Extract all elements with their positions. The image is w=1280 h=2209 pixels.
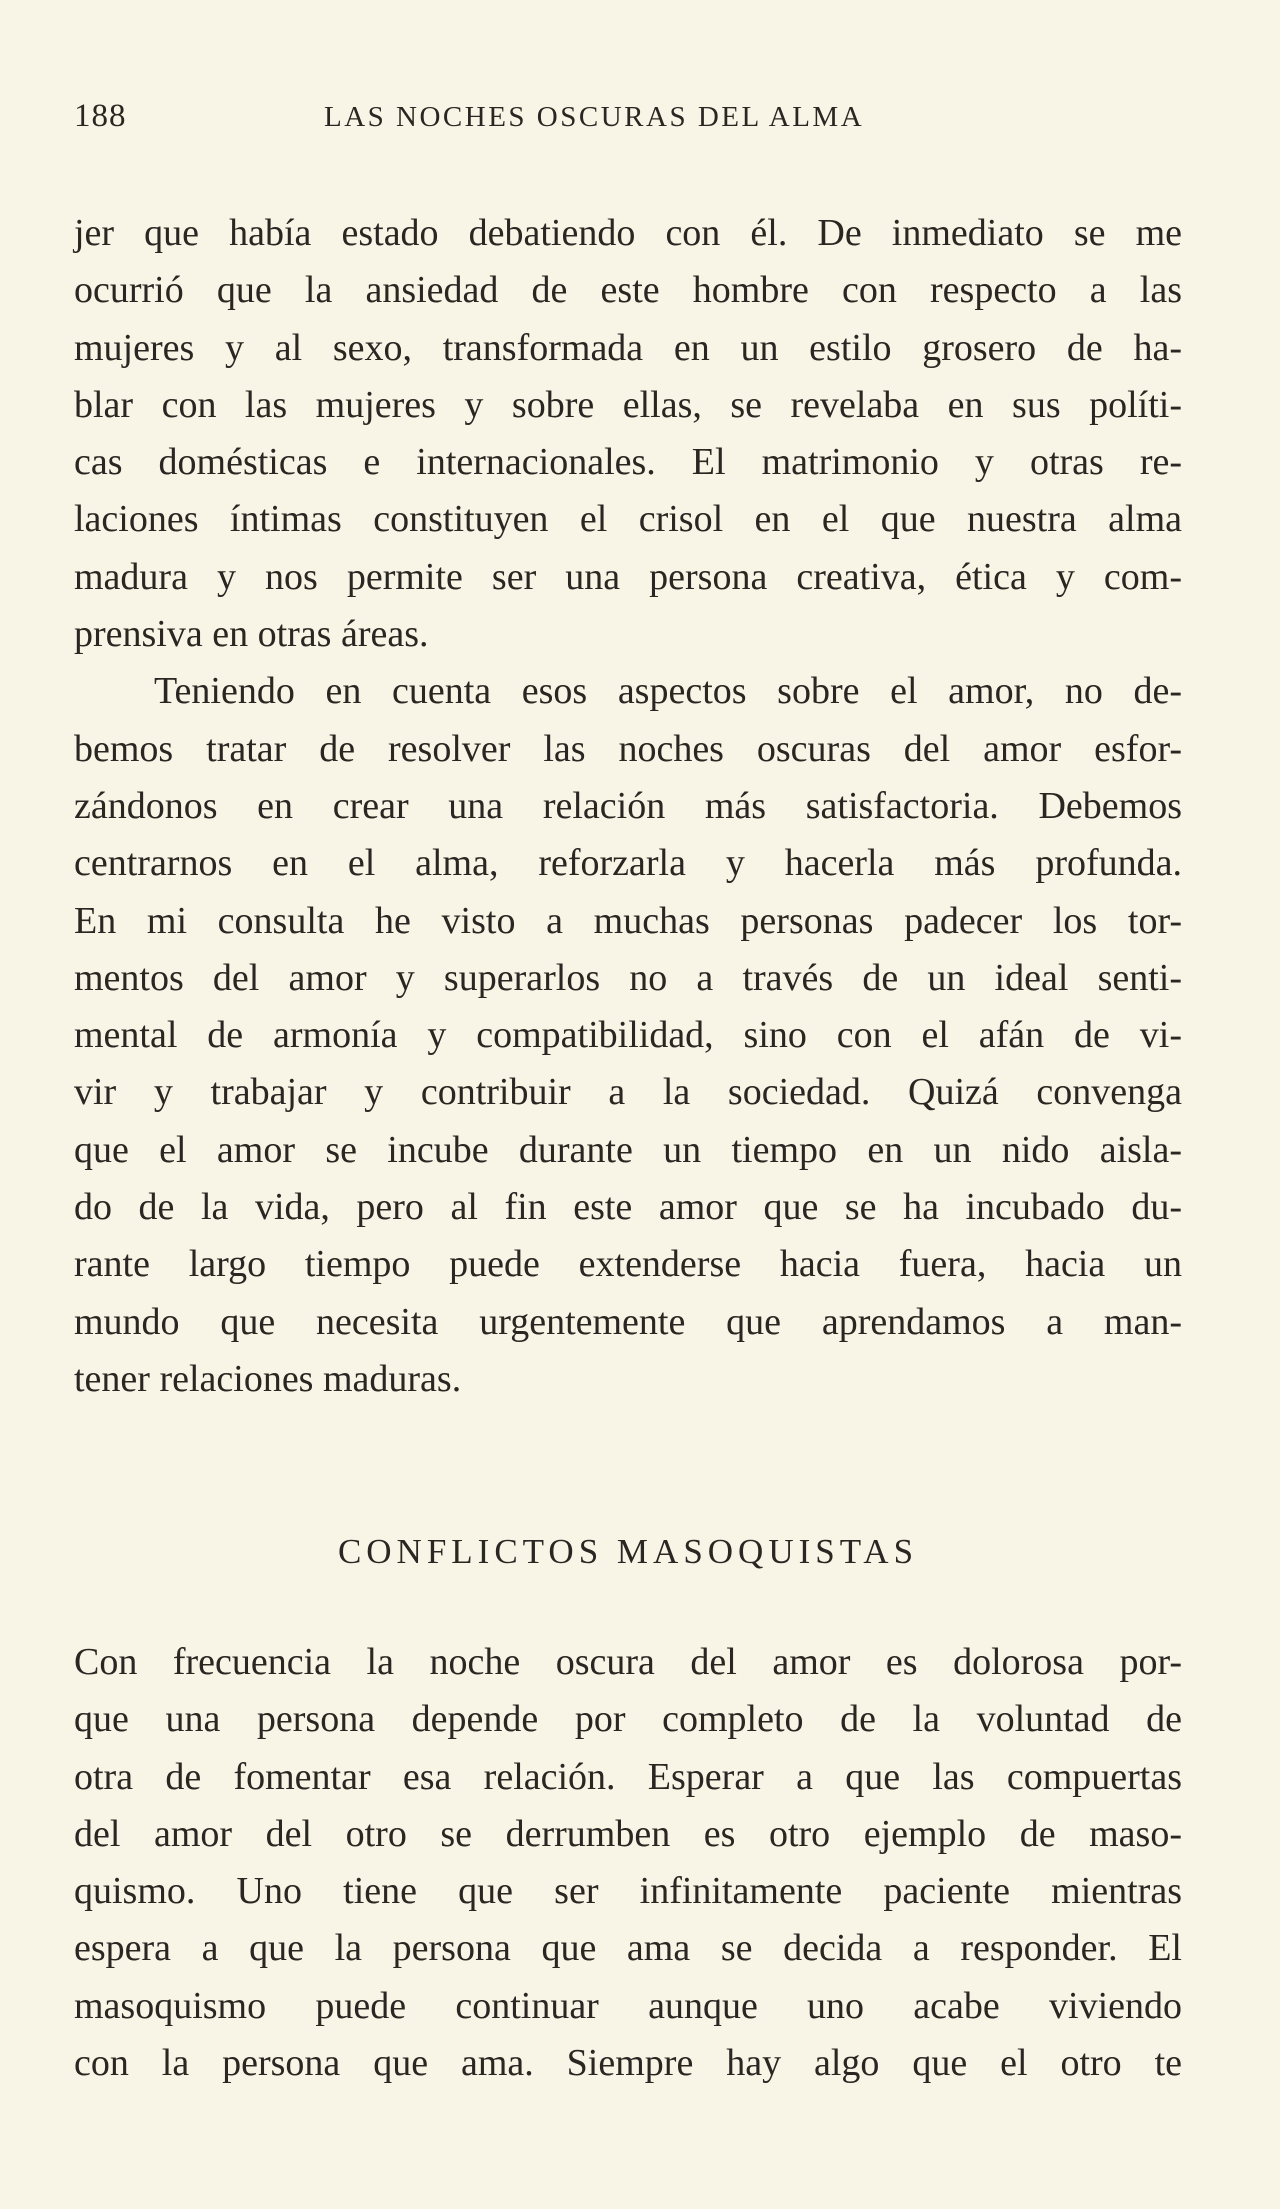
text-line: laciones íntimas constituyen el crisol en el que nuestra alma <box>74 498 1182 541</box>
text-line: bemos tratar de resolver las noches oscuras del amor esfor- <box>74 727 1182 770</box>
section-heading: CONFLICTOS MASOQUISTAS <box>337 1532 919 1571</box>
text-line: quismo. Uno tiene que ser infinitamente paciente mientras <box>74 1870 1182 1913</box>
text-line: espera a que la persona que ama se decida a responder. El <box>74 1927 1182 1970</box>
text-line: cas domésticas e internacionales. El matrimonio y otras re- <box>74 441 1182 484</box>
text-line: zándonos en crear una relación más satisfactoria. Debemos <box>74 784 1182 827</box>
text-line: blar con las mujeres y sobre ellas, se revelaba en sus políti- <box>74 383 1182 426</box>
text-line: prensiva en otras áreas. <box>74 613 429 656</box>
text-line: tener relaciones maduras. <box>74 1357 462 1400</box>
text-line: mentos del amor y superarlos no a través de un ideal senti- <box>74 956 1182 999</box>
text-line: centrarnos en el alma, reforzarla y hacerla más profunda. <box>74 842 1182 885</box>
text-line: vir y trabajar y contribuir a la sociedad. Quizá convenga <box>74 1071 1182 1114</box>
text-line: del amor del otro se derrumben es otro ejemplo de maso- <box>74 1812 1182 1855</box>
text-line: otra de fomentar esa relación. Esperar a que las compuertas <box>74 1755 1182 1798</box>
text-line: que una persona depende por completo de la voluntad de <box>74 1698 1182 1741</box>
paragraph-continued <box>74 205 1182 663</box>
text-line: Teniendo en cuenta esos aspectos sobre el amor, no de- <box>154 670 1182 713</box>
page-number: 188 <box>74 98 127 134</box>
text-line: Con frecuencia la noche oscura del amor es dolorosa por- <box>74 1641 1182 1683</box>
section-text-block <box>74 1634 1182 2092</box>
text-line: mundo que necesita urgentemente que aprendamos a man- <box>74 1300 1182 1343</box>
text-line: que el amor se incube durante un tiempo en un nido aisla- <box>74 1128 1182 1171</box>
text-line: con la persona que ama. Siempre hay algo que el otro te <box>74 2042 1182 2085</box>
text-line: mental de armonía y compatibilidad, sino con el afán de vi- <box>74 1014 1182 1057</box>
text-line: masoquismo puede continuar aunque uno acabe viviendo <box>74 1984 1182 2027</box>
text-line: jer que había estado debatiendo con él. De inmediato se me <box>74 212 1182 254</box>
running-title: LAS NOCHES OSCURAS DEL ALMA <box>324 101 865 133</box>
page-header <box>74 98 1174 148</box>
text-line: mujeres y al sexo, transformada en un estilo grosero de ha- <box>74 326 1182 369</box>
text-line: En mi consulta he visto a muchas personas padecer los tor- <box>74 899 1182 942</box>
text-line: madura y nos permite ser una persona creativa, ética y com- <box>74 555 1182 598</box>
text-line: do de la vida, pero al fin este amor que se ha incubado du- <box>74 1186 1182 1229</box>
paragraph <box>74 663 1182 1408</box>
main-text-block <box>74 205 1182 1408</box>
paragraph <box>74 1634 1182 2092</box>
text-line: ocurrió que la ansiedad de este hombre con respecto a las <box>74 269 1182 312</box>
text-line: rante largo tiempo puede extenderse hacia fuera, hacia un <box>74 1243 1182 1286</box>
